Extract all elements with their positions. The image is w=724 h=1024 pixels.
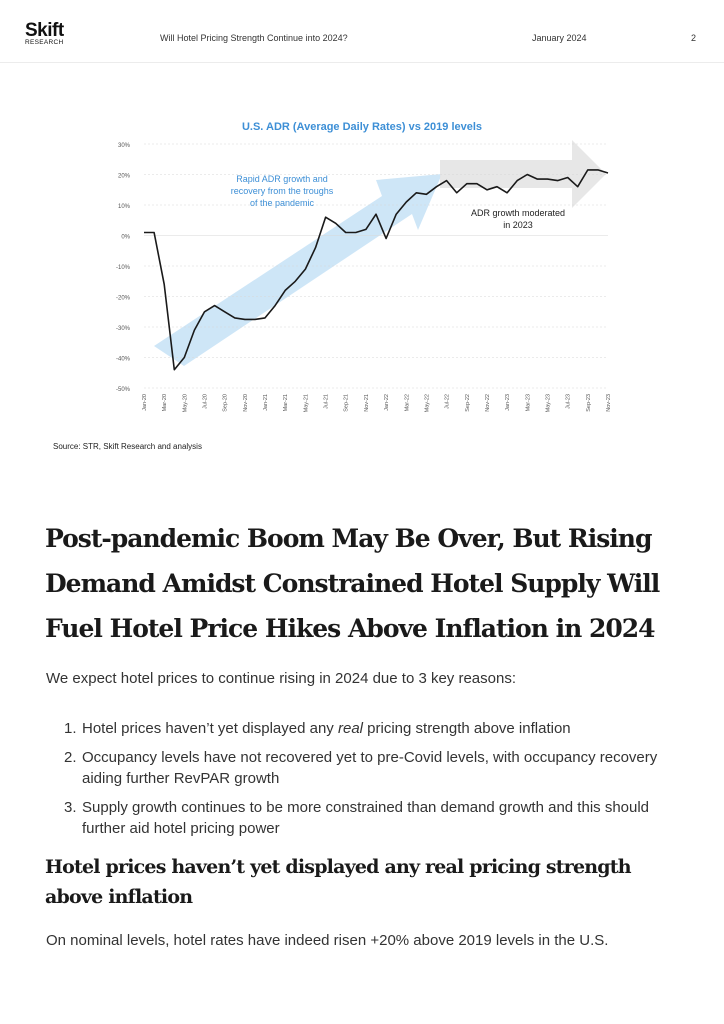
y-tick-label: 10% <box>117 204 130 210</box>
x-tick-label: Jul-20 <box>202 394 209 409</box>
moderated-arrow <box>440 140 606 208</box>
list-text: Occupancy levels have not recovered yet to pre-Covid levels, with occupancy recovery aiding further RevPAR growth <box>82 749 658 787</box>
x-tick-label: Sep-22 <box>464 394 471 412</box>
list-item <box>46 747 686 789</box>
chart-title: U.S. ADR (Average Daily Rates) vs 2019 levels <box>241 121 483 133</box>
report-date: January 2024 <box>532 33 587 43</box>
list-text: pricing strength above inflation <box>363 720 571 737</box>
list-item <box>46 797 686 839</box>
x-tick-label: Jul-21 <box>323 394 330 409</box>
list-number: 3. <box>64 799 77 816</box>
list-number: 2. <box>64 749 77 766</box>
chart-source-note: Source: STR, Skift Research and analysis <box>53 442 202 451</box>
annotation-line: of the pandemic <box>249 198 315 208</box>
x-tick-label: Nov-23 <box>606 394 612 412</box>
reasons-list <box>46 718 686 847</box>
x-tick-label: Mar-21 <box>283 394 290 412</box>
annotation-line: Rapid ADR growth and <box>236 174 328 184</box>
list-text: Supply growth continues to be more constrained than demand growth and this should further aid hotel pricing power <box>82 799 650 837</box>
page-header <box>0 0 724 63</box>
intro-text: We expect hotel prices to continue rising in 2024 due to 3 key reasons: <box>46 670 517 687</box>
page-number: 2 <box>691 33 697 43</box>
x-tick-label: May-21 <box>303 394 310 413</box>
y-tick-label: 30% <box>117 143 130 149</box>
annotation-rapid-growth <box>231 174 334 208</box>
x-tick-label: Mar-22 <box>404 394 411 412</box>
x-tick-label: Jan-22 <box>384 394 391 411</box>
x-tick-label: Sep-23 <box>585 394 592 412</box>
x-tick-label: May-20 <box>182 394 189 413</box>
annotation-line: recovery from the troughs <box>230 186 334 196</box>
x-tick-label: Nov-20 <box>242 394 249 412</box>
x-tick-label: Nov-22 <box>484 394 491 412</box>
logo-wordmark: Skift <box>25 20 64 41</box>
list-number: 1. <box>64 720 77 737</box>
x-tick-label: Sep-20 <box>222 394 229 412</box>
annotation-moderated <box>471 208 565 230</box>
body-paragraph: On nominal levels, hotel rates have indeed risen +20% above 2019 levels in the U.S. <box>46 932 609 949</box>
annotation-line: in 2023 <box>503 220 533 230</box>
x-tick-label: Jan-21 <box>263 394 270 411</box>
y-tick-label: -40% <box>115 356 130 363</box>
y-tick-label: -30% <box>115 326 130 332</box>
y-tick-label: 0% <box>121 234 130 241</box>
x-tick-label: Mar-20 <box>162 394 169 412</box>
x-tick-label: Jan-20 <box>142 394 148 411</box>
list-item <box>46 718 686 739</box>
y-tick-label: 20% <box>117 173 130 180</box>
x-tick-label: Mar-23 <box>525 394 532 412</box>
x-tick-label: Jul-22 <box>444 394 451 409</box>
x-tick-label: Nov-21 <box>363 394 370 412</box>
skift-research-logo <box>25 22 85 47</box>
logo-subtitle: RESEARCH <box>25 39 64 46</box>
report-title: Will Hotel Pricing Strength Continue into 2024? <box>160 33 348 43</box>
y-tick-label: -10% <box>115 265 130 271</box>
annotation-line: ADR growth moderated <box>470 208 566 218</box>
y-tick-label: -20% <box>115 295 130 302</box>
list-text: Hotel prices haven’t yet displayed any <box>82 720 338 737</box>
section-heading: Post-pandemic Boom May Be Over, But Rising Demand Amidst Constrained Hotel Supply Will Fuel Hotel Price Hikes Above Inflation in 2024 <box>45 524 660 643</box>
y-tick-label: -50% <box>115 387 130 393</box>
emphasis-word: real <box>337 720 363 737</box>
x-tick-label: Sep-21 <box>343 394 350 412</box>
adr-chart <box>40 110 630 440</box>
x-tick-label: May-23 <box>545 394 552 413</box>
x-tick-label: Jul-23 <box>565 394 572 409</box>
x-tick-label: Jan-23 <box>505 394 512 411</box>
x-tick-label: May-22 <box>424 394 431 413</box>
subsection-heading: Hotel prices haven’t yet displayed any real pricing strength above inflation <box>45 856 631 908</box>
